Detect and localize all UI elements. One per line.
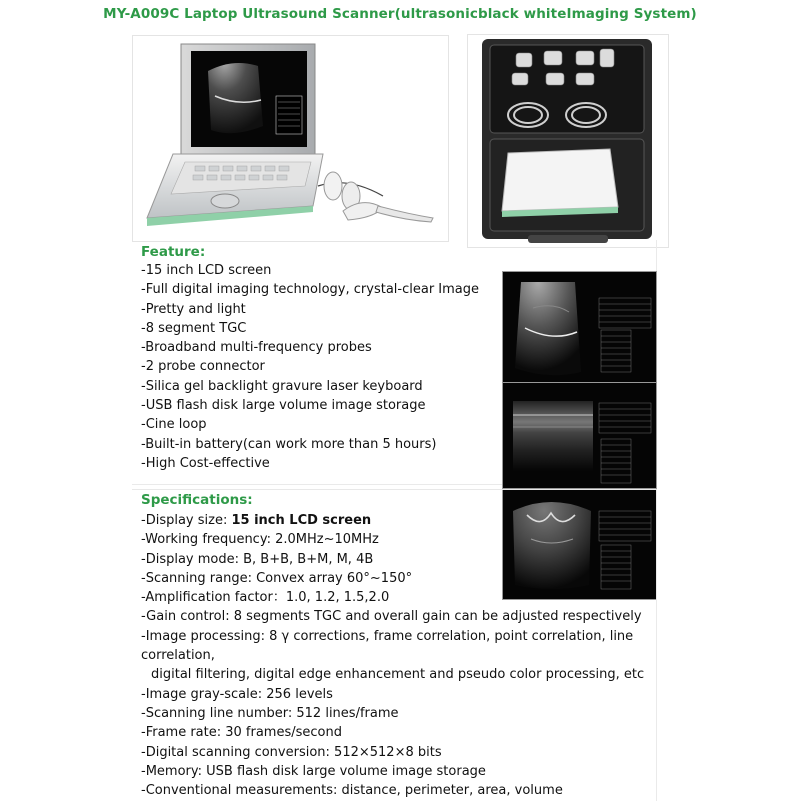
list-item: correlation, (141, 648, 215, 664)
list-item: -8 segment TGC (141, 320, 247, 336)
feature-heading: Feature: (141, 244, 206, 260)
page-title: MY-A009C Laptop Ultrasound Scanner(ultrasonicblack whiteImaging System) (103, 6, 697, 22)
specifications-list (141, 511, 644, 800)
list-item: -USB flash disk large volume image storage (141, 398, 426, 414)
list-item: -Image processing: 8 γ corrections, frame correlation, point correlation, line (141, 628, 634, 644)
list-item: -Scanning line number: 512 lines/frame (141, 705, 399, 721)
list-item: -Conventional measurements: distance, perimeter, area, volume (141, 783, 563, 799)
list-item: -Frame rate: 30 frames/second (141, 725, 342, 741)
list-item: -Display mode: B, B+B, B+M, M, 4B (141, 551, 374, 567)
list-item: -Gain control: 8 segments TGC and overall gain can be adjusted respectively (141, 609, 642, 625)
list-item: -Full digital imaging technology, crystal-clear Image (141, 282, 480, 298)
list-item: -Broadband multi-frequency probes (141, 340, 372, 356)
carrying-case-photo (467, 34, 669, 248)
ultrasound-m-mode-screenshot (502, 382, 657, 494)
feature-list (141, 261, 479, 473)
list-item: -Digital scanning conversion: 512×512×8 bits (141, 744, 442, 760)
list-item: -High Cost-effective (141, 455, 270, 471)
list-item: -Pretty and light (141, 301, 246, 317)
list-item: -Amplification factor：1.0, 1.2, 1.5,2.0 (141, 590, 390, 606)
display-size-label: -Display size: (141, 513, 232, 528)
list-item: -Built-in battery(can work more than 5 hours) (141, 436, 437, 452)
list-item: -2 probe connector (141, 359, 265, 375)
ultrasound-b-mode-screenshot (502, 271, 657, 383)
list-item (141, 511, 644, 530)
laptop-scanner-photo (132, 35, 449, 242)
list-item: digital filtering, digital edge enhancement and pseudo color processing, etc (151, 667, 645, 683)
display-size-value: 15 inch LCD screen (231, 513, 372, 528)
list-item: -15 inch LCD screen (141, 263, 272, 278)
list-item: -Memory: USB flash disk large volume image storage (141, 763, 486, 779)
list-item: -Silica gel backlight gravure laser keyboard (141, 378, 423, 394)
list-item: -Cine loop (141, 417, 207, 433)
specifications-heading: Specifications: (141, 492, 253, 508)
list-item: -Image gray-scale: 256 levels (141, 686, 333, 702)
list-item: -Working frequency: 2.0MHz~10MHz (141, 532, 379, 548)
list-item: -Scanning range: Convex array 60°~150° (141, 570, 413, 586)
